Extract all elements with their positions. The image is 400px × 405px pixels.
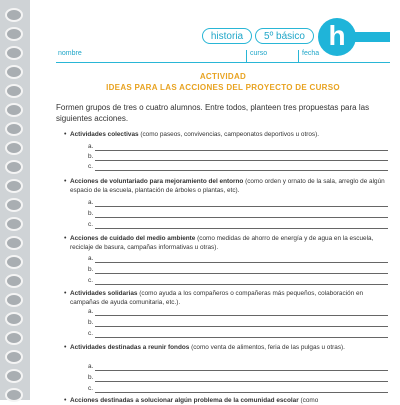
binding-ring (5, 369, 23, 383)
student-fields (56, 50, 390, 63)
answer-line[interactable] (88, 277, 388, 286)
binding-ring (5, 46, 23, 60)
section-heading: Acciones de cuidado del medio ambiente (70, 235, 196, 242)
field-divider (298, 50, 299, 62)
section-description: (como venta de alimentos, feria de las pulgas u otras). (189, 344, 345, 351)
answer-line[interactable] (88, 330, 388, 339)
answer-rule (95, 381, 388, 382)
answer-line-label: b. (88, 319, 94, 326)
answer-rule (95, 370, 388, 371)
binding-ring (5, 274, 23, 288)
bullet-icon: • (64, 131, 67, 138)
answer-line[interactable] (88, 143, 388, 152)
answer-line-label: a. (88, 199, 94, 206)
question-section (64, 289, 388, 307)
binding-ring (5, 65, 23, 79)
answer-line-label: c. (88, 385, 93, 392)
section-description: (como orden y ornato de la sala, arreglo de algún espacio de la escuela, plantación de árboles o plantas, etc). (70, 178, 385, 194)
instructions-text: Formen grupos de tres o cuatro alumnos. Entre todos, planteen tres propuestas para las siguientes acciones. (56, 103, 370, 123)
answer-rule (95, 326, 388, 327)
answer-rule (95, 262, 388, 263)
answer-line[interactable] (88, 308, 388, 317)
answer-line-label: c. (88, 221, 93, 228)
answer-line-label: c. (88, 330, 93, 337)
section-description: (como paseos, convivencias, campeonatos deportivos u otros). (138, 131, 320, 138)
binding-ring (5, 179, 23, 193)
question-section (64, 130, 388, 139)
binding-ring (5, 217, 23, 231)
answer-line-label: c. (88, 163, 93, 170)
activity-subtitle: IDEAS PARA LAS ACCIONES DEL PROYECTO DE CURSO (106, 83, 340, 92)
answer-line-label: b. (88, 266, 94, 273)
question-section (64, 343, 388, 352)
answer-line[interactable] (88, 153, 388, 162)
binding-ring (5, 8, 23, 22)
logo-bar (352, 32, 390, 42)
answer-rule (95, 228, 388, 229)
grade-tag: 5º básico (255, 28, 314, 44)
answer-line[interactable] (88, 363, 388, 372)
answer-line[interactable] (88, 221, 388, 230)
subject-tag: historia (202, 28, 252, 44)
answer-line-label: b. (88, 210, 94, 217)
section-heading: Actividades colectivas (70, 131, 139, 138)
answer-rule (95, 337, 388, 338)
section-heading: Actividades destinadas a reunir fondos (70, 344, 190, 351)
section-description: (como (298, 397, 319, 404)
answer-line-label: a. (88, 255, 94, 262)
course-field-label: curso (250, 50, 268, 57)
activity-title: ACTIVIDAD (199, 72, 247, 81)
answer-line-label: a. (88, 143, 94, 150)
answer-rule (95, 170, 388, 171)
section-heading: Actividades solidarias (70, 290, 138, 297)
bullet-icon: • (64, 397, 67, 404)
answer-line-label: c. (88, 277, 93, 284)
answer-line[interactable] (88, 255, 388, 264)
answer-line[interactable] (88, 266, 388, 275)
bullet-icon: • (64, 290, 67, 297)
binding-ring (5, 350, 23, 364)
section-heading: Acciones de voluntariado para mejoramiento del entorno (70, 178, 244, 185)
answer-line-label: a. (88, 308, 94, 315)
question-section (64, 396, 388, 405)
question-section (64, 234, 388, 252)
section-heading: Acciones destinadas a solucionar algún problema de la comunidad escolar (70, 397, 299, 404)
bullet-icon: • (64, 235, 67, 242)
binding-ring (5, 160, 23, 174)
answer-rule (95, 284, 388, 285)
spiral-binding (0, 0, 30, 400)
bullet-icon: • (64, 178, 67, 185)
binding-ring (5, 122, 23, 136)
binding-ring (5, 141, 23, 155)
answer-line[interactable] (88, 374, 388, 383)
field-divider (246, 50, 247, 62)
section-description: (como medidas de ahorro de energía y de agua en la escuela, reciclaje de basura, campañas informativas u otras). (70, 235, 374, 251)
answer-rule (95, 315, 388, 316)
answer-rule (95, 150, 388, 151)
binding-ring (5, 255, 23, 269)
binding-ring (5, 198, 23, 212)
date-field-label: fecha (302, 50, 320, 57)
answer-line-label: b. (88, 374, 94, 381)
answer-line[interactable] (88, 163, 388, 172)
binding-ring (5, 312, 23, 326)
answer-rule (95, 217, 388, 218)
answer-rule (95, 206, 388, 207)
question-section (64, 177, 388, 195)
brand-logo-icon: h (318, 18, 356, 56)
answer-line[interactable] (88, 210, 388, 219)
bullet-icon: • (64, 344, 67, 351)
answer-line[interactable] (88, 319, 388, 328)
answer-line[interactable] (88, 199, 388, 208)
binding-ring (5, 293, 23, 307)
binding-ring (5, 236, 23, 250)
name-field-label: nombre (58, 50, 82, 57)
binding-ring (5, 84, 23, 98)
binding-ring (5, 103, 23, 117)
binding-ring (5, 27, 23, 41)
answer-rule (95, 273, 388, 274)
answer-rule (95, 392, 388, 393)
answer-line-label: a. (88, 363, 94, 370)
section-description: (como ayuda a los compañeros o compañeras más pequeños, colaboración en campañas de ayuda comunitaria, etc.). (70, 290, 364, 306)
binding-ring (5, 331, 23, 345)
answer-line-label: b. (88, 153, 94, 160)
answer-rule (95, 160, 388, 161)
answer-line[interactable] (88, 385, 388, 394)
